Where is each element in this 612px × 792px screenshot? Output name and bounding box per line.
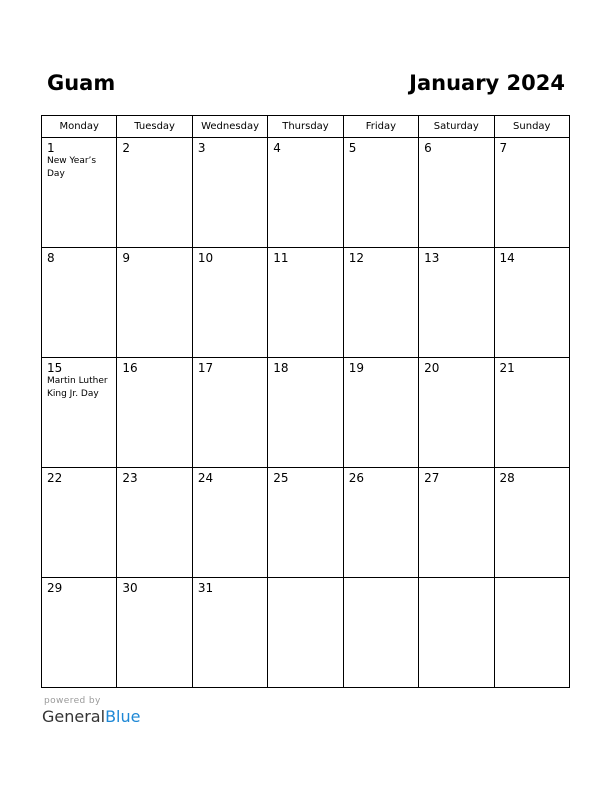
calendar-day-cell — [268, 138, 343, 248]
calendar-day-cell — [343, 578, 418, 688]
calendar-day-cell — [343, 468, 418, 578]
day-number: 12 — [348, 251, 364, 265]
calendar-week-row — [42, 358, 570, 468]
generalblue-logo — [42, 707, 140, 726]
calendar-day-cell — [268, 468, 343, 578]
day-number: 19 — [348, 361, 364, 375]
day-number: 26 — [348, 471, 364, 485]
day-number: 4 — [273, 141, 281, 155]
calendar-day-cell — [192, 468, 267, 578]
calendar-day-cell — [192, 358, 267, 468]
calendar-day-cell — [42, 358, 117, 468]
calendar-week-row — [42, 578, 570, 688]
calendar-day-cell — [494, 138, 569, 248]
region-title: Guam — [47, 71, 116, 95]
calendar-day-cell — [42, 138, 117, 248]
calendar-week-row — [42, 248, 570, 358]
day-number: 24 — [197, 471, 214, 485]
day-number — [419, 578, 493, 581]
day-number: 3 — [197, 141, 206, 155]
powered-by-text: powered by — [44, 696, 101, 706]
day-number: 25 — [273, 471, 289, 485]
calendar-day-cell — [419, 248, 494, 358]
calendar-day-cell — [494, 468, 569, 578]
day-number: 27 — [424, 471, 440, 485]
weekday-header-row — [42, 116, 570, 138]
calendar-day-cell — [42, 468, 117, 578]
day-number: 7 — [499, 141, 508, 155]
calendar-day-cell — [192, 248, 267, 358]
calendar-day-cell — [117, 358, 192, 468]
calendar-week-row — [42, 138, 570, 248]
holiday-label: New Year’s Day — [47, 156, 97, 179]
weekday-header-sunday: Sunday — [494, 116, 569, 138]
logo-text-blue: Blue — [105, 707, 141, 726]
calendar-week-row — [42, 468, 570, 578]
calendar-day-cell — [117, 248, 192, 358]
footer-branding — [42, 696, 140, 726]
calendar-day-cell — [117, 468, 192, 578]
weekday-header-wednesday: Wednesday — [192, 116, 267, 138]
day-number: 29 — [47, 581, 63, 595]
day-number: 23 — [122, 471, 138, 485]
day-number: 11 — [273, 251, 289, 265]
calendar-day-cell — [42, 248, 117, 358]
day-number: 13 — [424, 251, 440, 265]
calendar-day-cell — [343, 138, 418, 248]
day-number: 17 — [197, 361, 214, 375]
logo-text-general: General — [42, 707, 106, 726]
calendar-day-cell — [117, 138, 192, 248]
weekday-header-saturday: Saturday — [419, 116, 494, 138]
calendar-day-cell — [42, 578, 117, 688]
calendar-day-cell — [343, 248, 418, 358]
weekday-header-monday: Monday — [42, 116, 117, 138]
calendar-day-cell — [494, 358, 569, 468]
calendar-day-cell — [494, 248, 569, 358]
day-number: 14 — [499, 251, 515, 265]
weekday-header-thursday: Thursday — [268, 116, 343, 138]
day-number: 20 — [424, 361, 440, 375]
day-number: 6 — [424, 141, 432, 155]
calendar-day-cell — [117, 578, 192, 688]
day-number: 18 — [273, 361, 289, 375]
day-number: 22 — [47, 471, 63, 485]
day-number: 9 — [122, 251, 131, 265]
calendar-day-cell — [268, 358, 343, 468]
holiday-label: Martin Luther King Jr. Day — [47, 376, 108, 399]
day-number: 1 — [47, 141, 55, 155]
day-number: 16 — [122, 361, 138, 375]
day-number: 28 — [499, 471, 515, 485]
day-number: 2 — [122, 141, 131, 155]
calendar-day-cell — [268, 578, 343, 688]
calendar-day-cell — [343, 358, 418, 468]
calendar-grid — [41, 115, 570, 688]
month-year-title: January 2024 — [409, 71, 565, 95]
calendar-day-cell — [419, 578, 494, 688]
day-number: 30 — [122, 581, 138, 595]
weekday-header-tuesday: Tuesday — [117, 116, 192, 138]
day-number: 10 — [197, 251, 214, 265]
day-number: 21 — [499, 361, 515, 375]
day-number: 31 — [197, 581, 214, 595]
calendar-day-cell — [419, 138, 494, 248]
day-number — [344, 578, 418, 581]
calendar-day-cell — [419, 468, 494, 578]
day-number: 15 — [47, 361, 63, 375]
day-number: 8 — [47, 251, 55, 265]
calendar-day-cell — [419, 358, 494, 468]
calendar-day-cell — [192, 138, 267, 248]
calendar-day-cell — [268, 248, 343, 358]
day-number: 5 — [348, 141, 357, 155]
calendar-day-cell — [192, 578, 267, 688]
calendar-day-cell — [494, 578, 569, 688]
weekday-header-friday: Friday — [343, 116, 418, 138]
day-number — [268, 578, 342, 581]
day-number — [495, 578, 569, 581]
